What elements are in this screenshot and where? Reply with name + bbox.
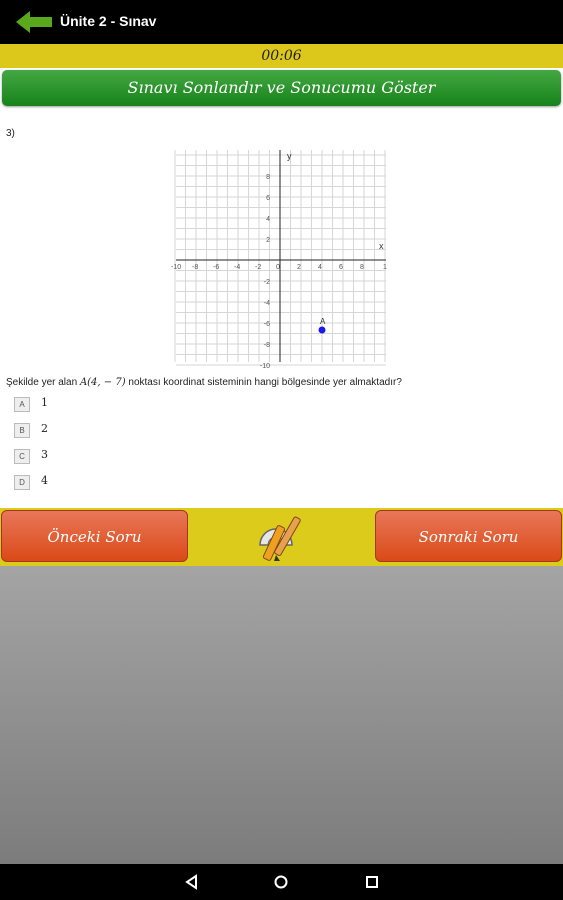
app-toolbar bbox=[0, 0, 563, 44]
x-tick-label: 2 bbox=[297, 264, 301, 271]
point-label: A bbox=[320, 317, 326, 326]
timer: 00:06 bbox=[261, 48, 302, 64]
x-tick-label: -10 bbox=[171, 264, 182, 271]
option-value: 4 bbox=[41, 474, 48, 487]
question-text-prefix: Şekilde yer alan bbox=[6, 377, 80, 388]
back-arrow-icon[interactable] bbox=[14, 10, 54, 34]
x-tick-label: -8 bbox=[192, 264, 199, 271]
x-axis-label: x bbox=[379, 241, 384, 251]
question-point: A(4, − 7) bbox=[79, 377, 126, 388]
x-tick-label: -6 bbox=[213, 264, 220, 271]
x-tick-label: 0 bbox=[276, 264, 280, 271]
finish-exam-button[interactable]: Sınavı Sonlandır ve Sonucumu Göster bbox=[2, 70, 561, 106]
option-value: 3 bbox=[41, 448, 48, 461]
option-key: B bbox=[14, 423, 30, 438]
y-tick-label: 2 bbox=[266, 237, 270, 244]
x-tick-label: 6 bbox=[339, 264, 343, 271]
x-tick-label: -4 bbox=[234, 264, 241, 271]
geometry-tools-icon[interactable] bbox=[256, 511, 308, 563]
y-tick-label: 6 bbox=[266, 195, 270, 202]
empty-content-area bbox=[0, 566, 563, 864]
back-triangle-icon[interactable] bbox=[182, 872, 202, 892]
x-tick-label: -2 bbox=[255, 264, 262, 271]
y-tick-label: -2 bbox=[263, 279, 270, 286]
option-key: C bbox=[14, 449, 30, 464]
point-a bbox=[319, 327, 326, 334]
question-text bbox=[6, 377, 402, 388]
page-title: Ünite 2 - Sınav bbox=[60, 13, 157, 29]
y-tick-label: -8 bbox=[263, 342, 270, 349]
x-tick-label: 1 bbox=[383, 264, 387, 271]
option-key: A bbox=[14, 397, 30, 412]
y-tick-label: 8 bbox=[266, 174, 270, 181]
timer-bar bbox=[0, 44, 563, 68]
home-circle-icon[interactable] bbox=[271, 872, 291, 892]
previous-question-button[interactable]: Önceki Soru bbox=[1, 510, 188, 562]
y-axis-label: y bbox=[287, 151, 292, 161]
coordinate-graph bbox=[170, 146, 392, 370]
x-tick-label: 8 bbox=[360, 264, 364, 271]
option-value: 1 bbox=[41, 396, 48, 409]
next-question-button[interactable]: Sonraki Soru bbox=[375, 510, 562, 562]
system-nav-bar bbox=[0, 864, 563, 900]
question-number: 3) bbox=[6, 128, 15, 139]
y-tick-label: -10 bbox=[259, 363, 270, 370]
y-tick-label: 4 bbox=[266, 216, 270, 223]
question-nav-bar bbox=[0, 508, 563, 566]
y-tick-label: -4 bbox=[263, 300, 270, 307]
option-key: D bbox=[14, 475, 30, 490]
option-value: 2 bbox=[41, 422, 48, 435]
x-tick-label: 4 bbox=[318, 264, 322, 271]
question-text-suffix: noktası koordinat sisteminin hangi bölgesinde yer almaktadır? bbox=[125, 377, 402, 388]
y-tick-label: -6 bbox=[263, 321, 270, 328]
recents-square-icon[interactable] bbox=[362, 872, 382, 892]
